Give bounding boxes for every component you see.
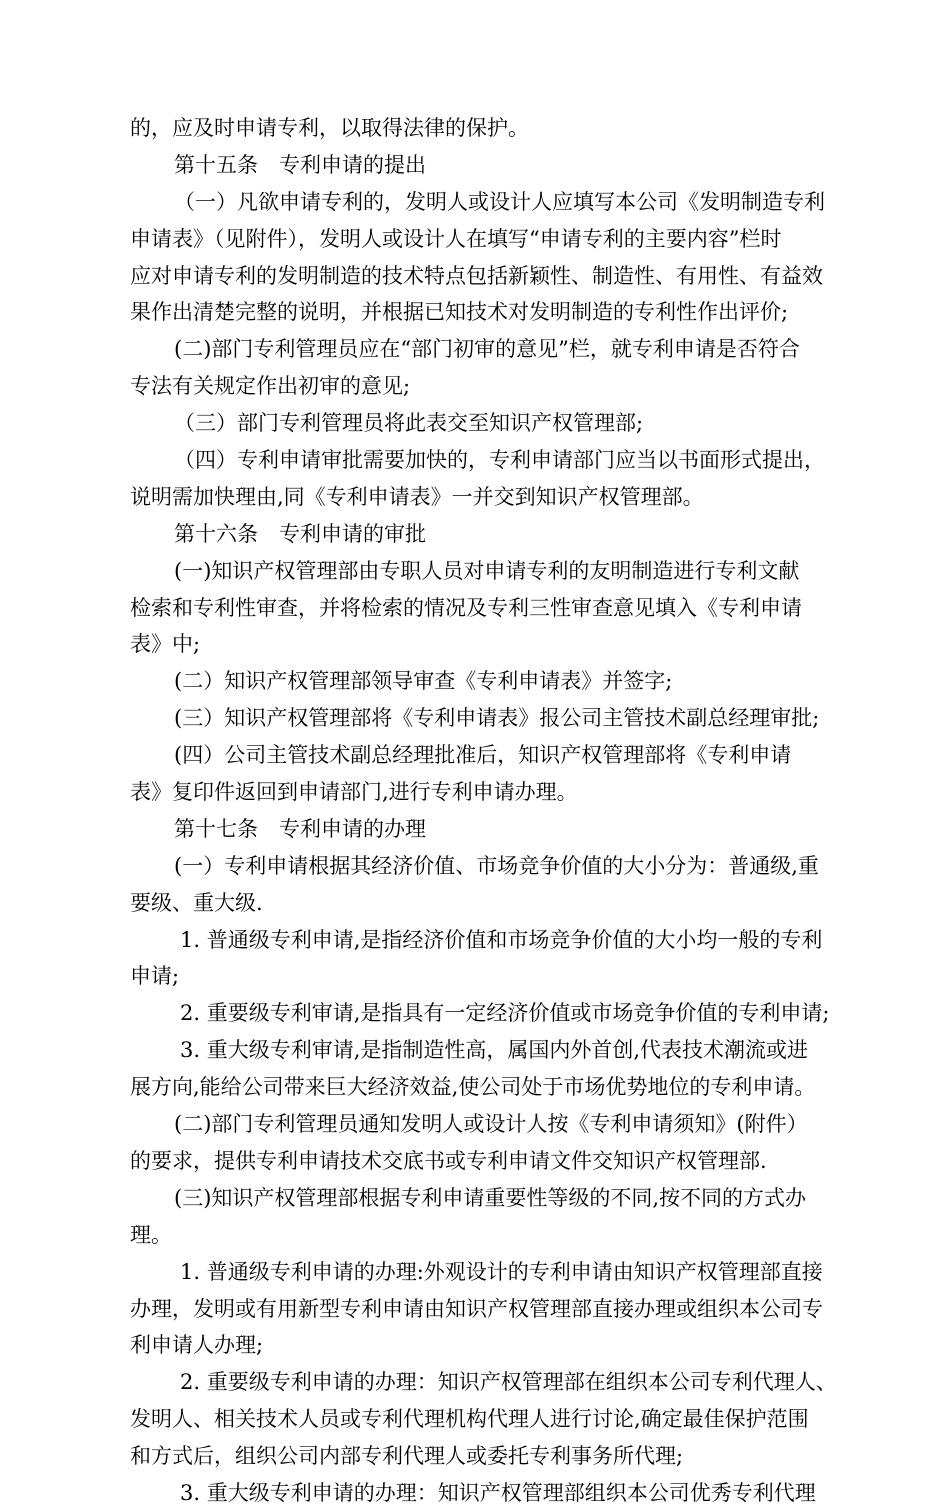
paragraph-line: 发明人、相关技术人员或专利代理机构代理人进行讨论,确定最佳保护范围 <box>130 1407 809 1432</box>
paragraph-line: (一）专利申请根据其经济价值、市场竞争价值的大小分为：普通级,重 <box>174 853 819 878</box>
paragraph-line: 应对申请专利的发明制造的技术特点包括新颖性、制造性、有用性、有益效 <box>130 263 823 288</box>
paragraph-line: 表》复印件返回到申请部门,进行专利申请办理。 <box>130 780 578 805</box>
article-heading: 第十六条 专利申请的审批 <box>174 521 426 546</box>
paragraph-line: (二)部门专利管理员通知发明人或设计人按《专利申请须知》(附件） <box>174 1112 808 1137</box>
paragraph-line: 要级、重大级. <box>130 890 263 915</box>
paragraph-line: 1. 普通级专利申请的办理:外观设计的专利申请由知识产权管理部直接 <box>180 1259 823 1284</box>
paragraph-line: 1. 普通级专利申请,是指经济价值和市场竞争价值的大小均一般的专利 <box>180 927 823 952</box>
article-heading: 第十七条 专利申请的办理 <box>174 816 426 841</box>
paragraph-line: 申请; <box>130 964 180 989</box>
paragraph-line: (三）知识产权管理部将《专利申请表》报公司主管技术副总经理审批; <box>174 706 820 731</box>
paragraph-line: （一）凡欲申请专利的，发明人或设计人应填写本公司《发明制造专利 <box>174 189 825 214</box>
paragraph-line: 和方式后，组织公司内部专利代理人或委托专利事务所代理; <box>130 1444 684 1469</box>
paragraph-line: （三）部门专利管理员将此表交至知识产权管理部; <box>174 411 644 436</box>
paragraph-line: 果作出清楚完整的说明，并根据已知技术对发明制造的专利性作出评价; <box>130 300 789 325</box>
paragraph-line: (三)知识产权管理部根据专利申请重要性等级的不同,按不同的方式办 <box>174 1185 807 1210</box>
paragraph-line: （四）专利申请审批需要加快的，专利申请部门应当以书面形式提出， <box>174 448 825 473</box>
paragraph-line: (二)部门专利管理员应在“部门初审的意见”栏，就专利申请是否符合 <box>174 337 800 362</box>
paragraph-line: 2. 重要级专利申请的办理：知识产权管理部在组织本公司专利代理人、 <box>180 1370 837 1395</box>
document-body <box>130 110 870 1512</box>
paragraph-line: 表》中; <box>130 632 201 657</box>
paragraph-line: 说明需加快理由,同《专利申请表》一并交到知识产权管理部。 <box>130 484 704 509</box>
paragraph-line: 的，应及时申请专利，以取得法律的保护。 <box>130 116 529 140</box>
paragraph-line: 办理，发明或有用新型专利申请由知识产权管理部直接办理或组织本公司专 <box>130 1296 823 1321</box>
paragraph-line: 利申请人办理; <box>130 1333 264 1358</box>
paragraph-line: 检索和专利性审查，并将检索的情况及专利三性审查意见填入《专利申请 <box>130 595 802 620</box>
article-heading: 第十五条 专利申请的提出 <box>174 152 426 177</box>
paragraph-line: 2. 重要级专利审请,是指具有一定经济价值或市场竞争价值的专利申请; <box>180 1001 830 1026</box>
paragraph-line: 3. 重大级专利审请,是指制造性高，属国内外首创,代表技术潮流或进 <box>180 1038 809 1063</box>
paragraph-line: 3. 重大级专利申请的办理：知识产权管理部组织本公司优秀专利代理 <box>180 1480 816 1505</box>
paragraph-line: 的要求，提供专利申请技术交底书或专利申请文件交知识产权管理部. <box>130 1148 767 1173</box>
paragraph-line: 申请表》（见附件），发明人或设计人在填写“申请专利的主要内容”栏时 <box>130 226 782 251</box>
paragraph-line: (二）知识产权管理部领导审查《专利申请表》并签字; <box>174 669 673 694</box>
paragraph-line: (四）公司主管技术副总经理批准后，知识产权管理部将《专利申请 <box>174 743 792 768</box>
paragraph-line: 理。 <box>130 1222 172 1247</box>
paragraph-line: 展方向,能给公司带来巨大经济效益,使公司处于市场优势地位的专利申请。 <box>130 1075 816 1100</box>
paragraph-line: 专法有关规定作出初审的意见; <box>130 374 411 399</box>
paragraph-line: (一)知识产权管理部由专职人员对申请专利的友明制造进行专利文献 <box>174 558 800 583</box>
